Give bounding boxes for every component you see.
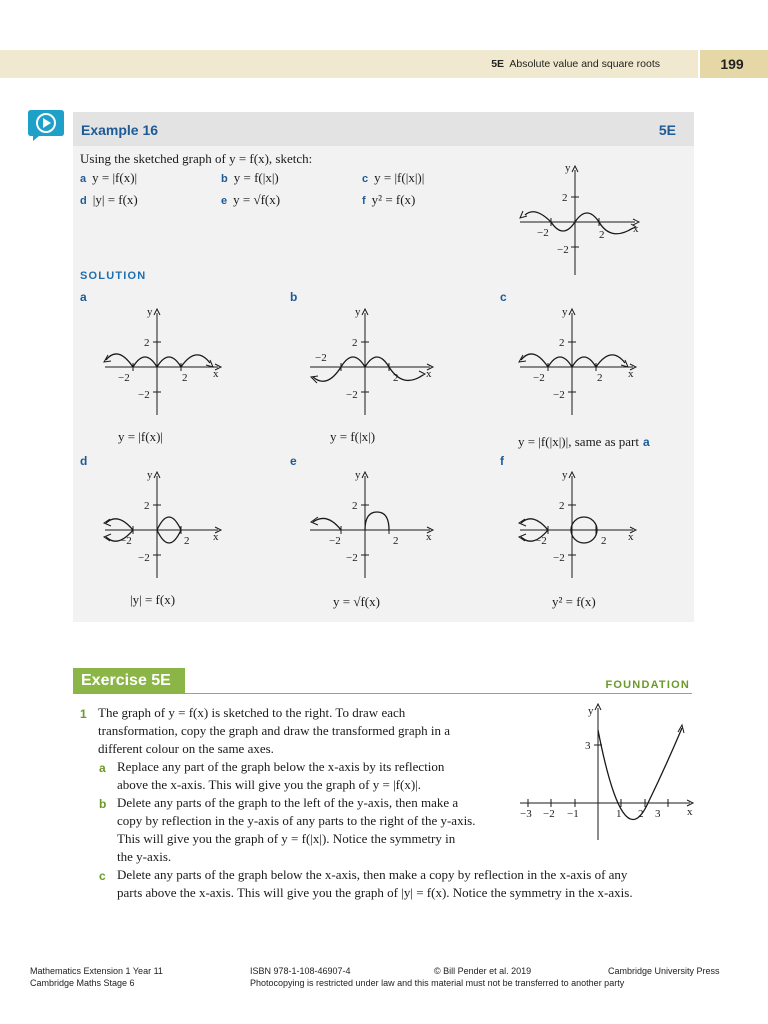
axis-label-y: y bbox=[147, 469, 153, 481]
tick-label: −2 bbox=[329, 535, 341, 547]
axis-label-y: y bbox=[355, 306, 361, 318]
axis-label-x: x bbox=[426, 531, 432, 543]
tick-label: 2 bbox=[352, 337, 358, 349]
header-section bbox=[491, 58, 660, 70]
axis-label-x: x bbox=[628, 531, 634, 543]
tick-label: −2 bbox=[533, 372, 545, 384]
axis-label-y: y bbox=[147, 306, 153, 318]
axis-label-x: x bbox=[426, 368, 432, 380]
tick-label: −2 bbox=[543, 808, 555, 820]
tick-label: 2 bbox=[597, 372, 603, 384]
question-1-stem: The graph of y = f(x) is sketched to the right. To draw each transformation, copy the graph and draw the transformed graph in a different colour on the same axes. bbox=[98, 705, 450, 756]
question-number: 1 bbox=[80, 707, 87, 721]
footer-copyright: © Bill Pender et al. 2019 bbox=[434, 966, 532, 976]
tick-label: 2 bbox=[393, 535, 399, 547]
footer-notice: Photocopying is restricted under law and this material must not be transferred to another party bbox=[250, 978, 625, 988]
part-reference: a bbox=[643, 435, 650, 449]
solution-part-label: a bbox=[80, 290, 87, 304]
question-1-part-b: Delete any parts of the graph to the left of the y-axis, then make a copy by reflection in the y-axis of any parts to the right of the y-axis. This will give you the graph of y = f(|x|). Notice the symmetry in the y-axis. bbox=[117, 795, 476, 864]
tick-label: 2 bbox=[601, 535, 607, 547]
axis-label-x: x bbox=[628, 368, 634, 380]
footer-publisher: Cambridge University Press bbox=[608, 966, 720, 976]
solution-part-label: c bbox=[500, 290, 507, 304]
caption-a: y = |f(x)| bbox=[118, 429, 164, 444]
tick-label: −2 bbox=[118, 372, 130, 384]
tick-label: 2 bbox=[638, 808, 644, 820]
caption-d: |y| = f(x) bbox=[130, 592, 176, 607]
axis-label-x: x bbox=[633, 223, 639, 235]
tick-label: −2 bbox=[120, 535, 132, 547]
exercise-graph bbox=[515, 700, 700, 850]
question-part-d: d |y| = f(x) bbox=[80, 192, 138, 207]
solution-part-label: f bbox=[500, 454, 504, 468]
solution-part-label: e bbox=[290, 454, 297, 468]
subpart-label: b bbox=[99, 797, 107, 811]
solution-label: SOLUTION bbox=[80, 270, 147, 282]
section-title: Absolute value and square roots bbox=[509, 58, 660, 70]
axis-label-y: y bbox=[565, 162, 571, 174]
example-graph bbox=[515, 160, 645, 280]
tick-label: −2 bbox=[138, 389, 150, 401]
footer-book: Mathematics Extension 1 Year 11 bbox=[30, 966, 163, 976]
solution-graph-e bbox=[305, 468, 445, 583]
tick-label: −2 bbox=[535, 535, 547, 547]
tick-label: 2 bbox=[144, 500, 150, 512]
tick-label: 2 bbox=[182, 372, 188, 384]
question-part-e: e y = √f(x) bbox=[221, 192, 281, 207]
video-play-icon[interactable] bbox=[27, 109, 65, 141]
solution-graph-a bbox=[100, 305, 230, 420]
tick-label: −2 bbox=[138, 552, 150, 564]
tick-label: 2 bbox=[562, 192, 568, 204]
tick-label: 2 bbox=[352, 500, 358, 512]
tick-label: −2 bbox=[346, 552, 358, 564]
caption-f: y² = f(x) bbox=[552, 594, 596, 609]
tick-label: −2 bbox=[346, 389, 358, 401]
example-ref: 5E bbox=[658, 122, 676, 138]
axis-label-x: x bbox=[213, 368, 219, 380]
section-code: 5E bbox=[491, 58, 505, 70]
footer-isbn: ISBN 978-1-108-46907-4 bbox=[250, 966, 351, 976]
exercise-title: Exercise 5E bbox=[73, 668, 185, 694]
axis-label-x: x bbox=[213, 531, 219, 543]
solution-graph-c bbox=[515, 305, 645, 420]
question-part-b: b y = f(|x|) bbox=[221, 170, 279, 185]
tick-label: 3 bbox=[655, 808, 661, 820]
tick-label: −2 bbox=[557, 244, 569, 256]
axis-label-x: x bbox=[687, 806, 693, 818]
tick-label: 2 bbox=[599, 229, 605, 241]
caption-b: y = f(|x|) bbox=[330, 429, 376, 444]
tick-label: 2 bbox=[184, 535, 190, 547]
subpart-label: a bbox=[99, 761, 106, 775]
example-header bbox=[73, 112, 694, 146]
solution-graph-f bbox=[515, 468, 645, 583]
tick-label: 2 bbox=[393, 372, 399, 384]
question-1-part-c: Delete any parts of the graph below the x-axis, then make a copy by reflection in the x-axis of any parts above the x-axis. This will give you the graph of |y| = f(x). Notice the symmetry in the x-axis. bbox=[117, 867, 633, 900]
tick-label: −2 bbox=[553, 552, 565, 564]
question-1-part-a: Replace any part of the graph below the x-axis by its reflection above the x-axis. This will give you the graph of y = |f(x)|. bbox=[117, 759, 445, 792]
axis-label-y: y bbox=[562, 469, 568, 481]
tick-label: 1 bbox=[616, 808, 622, 820]
solution-graph-d bbox=[100, 468, 230, 583]
footer-series: Cambridge Maths Stage 6 bbox=[30, 978, 135, 988]
solution-part-label: b bbox=[290, 290, 298, 304]
exercise-level: FOUNDATION bbox=[605, 679, 690, 691]
running-header bbox=[0, 50, 698, 78]
axis-label-y: y bbox=[562, 306, 568, 318]
tick-label: 2 bbox=[559, 337, 565, 349]
tick-label: 2 bbox=[144, 337, 150, 349]
question-part-c: c y = |f(|x|)| bbox=[362, 170, 425, 185]
tick-label: −1 bbox=[567, 808, 579, 820]
example-intro: Using the sketched graph of y = f(x), sketch: bbox=[80, 151, 313, 166]
exercise-rule bbox=[185, 693, 692, 694]
tick-label: −2 bbox=[315, 352, 327, 364]
tick-label: −3 bbox=[520, 808, 532, 820]
tick-label: −2 bbox=[553, 389, 565, 401]
solution-part-label: d bbox=[80, 454, 88, 468]
axis-label-y: y bbox=[588, 705, 594, 717]
tick-label: 3 bbox=[585, 740, 591, 752]
example-title: Example 16 bbox=[81, 122, 159, 138]
question-part-f: f y² = f(x) bbox=[362, 192, 416, 207]
subpart-label: c bbox=[99, 869, 106, 883]
page-number: 199 bbox=[700, 50, 768, 78]
caption-e: y = √f(x) bbox=[333, 594, 380, 609]
axis-label-y: y bbox=[355, 469, 361, 481]
solution-graph-b bbox=[305, 305, 445, 420]
question-part-a: a y = |f(x)| bbox=[80, 170, 138, 185]
tick-label: 2 bbox=[559, 500, 565, 512]
caption-c: y = |f(|x|)|, same as part a bbox=[518, 434, 650, 449]
tick-label: −2 bbox=[537, 227, 549, 239]
